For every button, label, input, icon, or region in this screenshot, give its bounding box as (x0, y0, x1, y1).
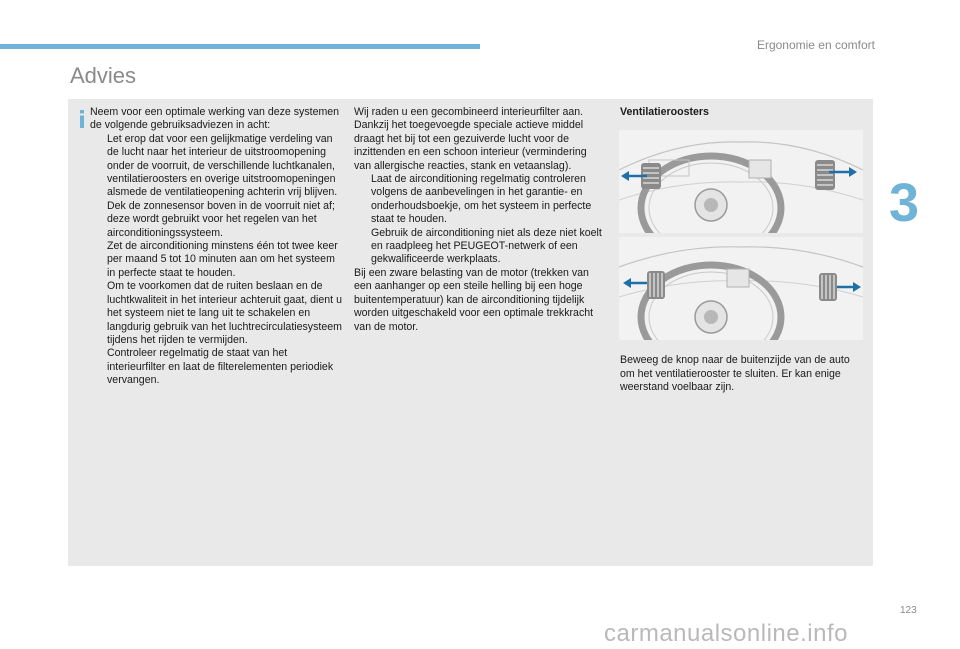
list-item (90, 347, 345, 387)
vents-caption: Beweeg de knop naar de buitenzijde van de auto om het ventilatierooster te sluiten. Er kan enige weerstand voelbaar zijn. (620, 354, 850, 394)
list-item-text: Controleer regelmatig de staat van het interieurfilter en laat de filterelementen periodiek vervangen. (107, 347, 334, 387)
page-heading: Advies (70, 63, 137, 88)
list-item (90, 280, 345, 347)
list-item-text: Let erop dat voor een gelijkmatige verdeling van de lucht naar het interieur de uitstroomopening onder de voorruit, de verschillende luchtkanalen, ventilatieroosters en overige uitstroomopeningen alsmede de ventilatieopening achterin vrij blijven. (107, 132, 338, 199)
advice-list (90, 133, 345, 388)
list-item-text: Laat de airconditioning regelmatig controleren volgens de aanbevelingen in het garantie- en onderhoudsboekje, om het systeem in perfecte staat te houden. (371, 173, 592, 226)
list-item (90, 200, 345, 240)
list-item (90, 240, 345, 280)
list-item-text: Om te voorkomen dat de ruiten beslaan en de luchtkwaliteit in het interieur achteruit gaat, dient u het systeem niet te lang uit te schakelen en langdurig gebruik van het luchtrecirculatiesysteem tijdens het rijden te vermijden. (107, 280, 342, 346)
page-number: 123 (900, 605, 917, 616)
list-item-text: Zet de airconditioning minstens één tot twee keer per maand 5 tot 10 minuten aan om het systeem in perfecte staat te houden. (107, 240, 338, 279)
vents-subheading: Ventilatieroosters (620, 106, 709, 118)
dashboard-vents-illustration (619, 130, 863, 233)
info-icon (76, 110, 88, 128)
chapter-number: 3 (889, 173, 920, 233)
advice-column-2 (354, 106, 604, 334)
advice-column-3 (620, 106, 865, 395)
watermark: carmanualsonline.info (604, 620, 848, 647)
filter-paragraph: Wij raden u een gecombineerd interieurfilter aan. Dankzij het toegevoegde speciale actieve middel draagt het bij tot een gezuiverde lucht voor de inzittenden en een schoon interieur (vermindering van allergische reacties, stank en vetaanslag). (354, 106, 587, 172)
engine-load-paragraph: Bij een zware belasting van de motor (trekken van een aanhanger op een steile helling bij een hoge buitentemperatuur) kan de airconditioning tijdelijk worden uitgeschakeld voor een optimale trekkracht van de motor. (354, 266, 594, 333)
list-item-text: Dek de zonnesensor boven in de voorruit niet af; deze wordt gebruikt voor het regelen van het airconditioningssysteem. (107, 199, 335, 239)
list-item (90, 133, 345, 200)
section-title: Ergonomie en comfort (756, 38, 875, 52)
header-accent-bar (0, 44, 480, 49)
list-item (354, 173, 604, 227)
advice-list (354, 173, 604, 267)
list-item-text: Gebruik de airconditioning niet als deze niet koelt en raadpleeg het PEUGEOT-netwerk of een gekwalificeerde werkplaats. (371, 226, 602, 266)
vent-figure-open (619, 130, 863, 233)
advice-intro: Neem voor een optimale werking van deze systemen de volgende gebruiksadviezen in acht: (90, 106, 340, 132)
advice-column-1 (90, 106, 345, 388)
list-item (354, 227, 604, 267)
dashboard-vents-illustration (619, 237, 863, 340)
vent-figure-closed (619, 237, 863, 340)
